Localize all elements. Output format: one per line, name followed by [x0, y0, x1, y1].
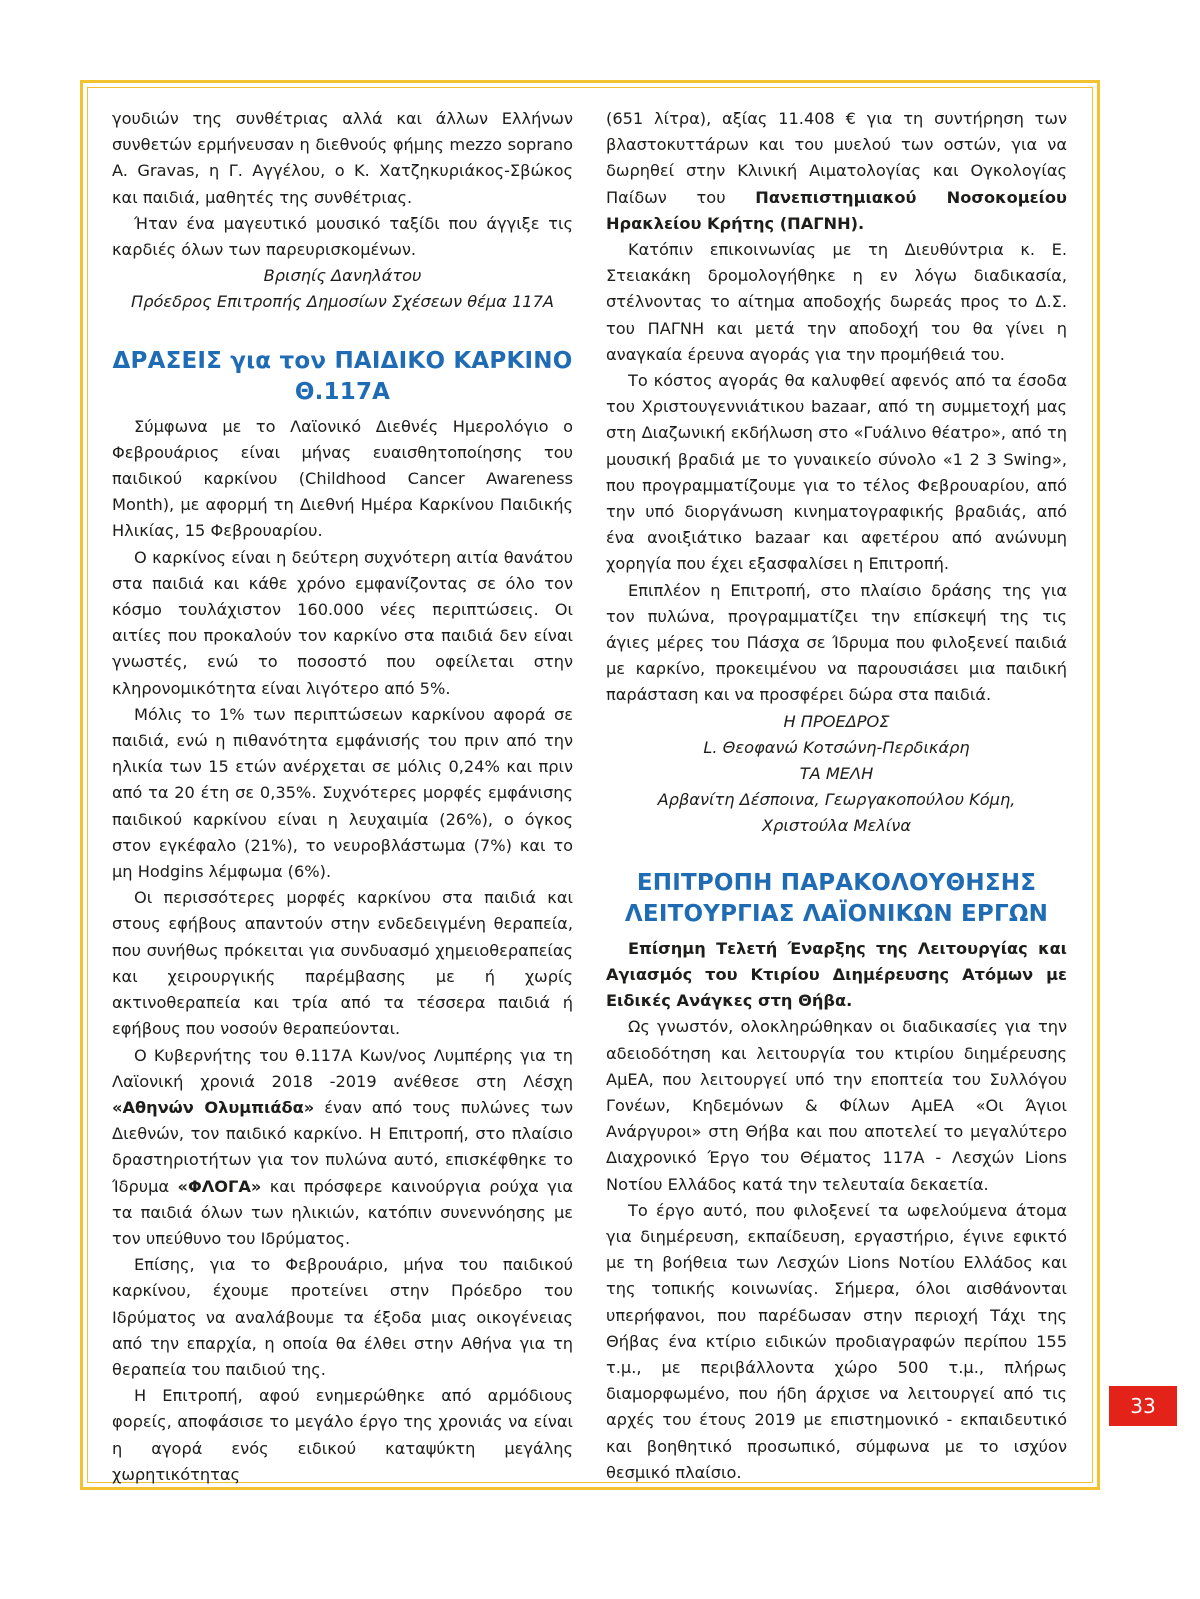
body-paragraph: Ο καρκίνος είναι η δεύτερη συχνότερη αιτία θανάτου στα παιδιά και κάθε χρόνο εμφανίζοντας σε όλο τον κόσμο τουλάχιστον 160.000 νέες περιπτώσεις. Οι αιτίες που προκαλούν τον καρκίνο στα παιδιά δεν είναι γνωστές, ενώ το ποσοστό που οφείλεται στην κληρονομικότητα είναι λιγότερο από 5%.: [112, 547, 573, 698]
club-name: «Αθηνών Ολυμπιάδα»: [112, 1097, 315, 1117]
body-paragraph: Ως γνωστόν, ολοκληρώθηκαν οι διαδικασίες για την αδειοδότηση και λειτουργία του κτιρίου διημέρευσης ΑμΕΑ, που λειτουργεί υπό την εποπτεία του Συλλόγου Γονέων, Κηδεμόνων & Φίλων ΑμΕΑ «Οι Άγιοι Ανάργυροι» στη Θήβα και που αποτελεί το μεγαλύτερο Διαχρονικό Έργο του Θέματος 117Α - Λεσχών Lions Νοτίου Ελλάδος κατά την τελευταία δεκαετία.: [606, 1017, 1067, 1194]
heading-line: Θ.117Α: [294, 378, 391, 405]
text-run: (651 λίτρα), αξίας 11.408 € για τη συντήρηση των βλαστοκυττάρων και του μυελού των οστών, για να δωρηθεί στην Κλινική Αιματολογίας και Ογκολογίας Παίδων του: [606, 109, 1067, 207]
signature-name: L. Θεοφανώ Κοτσώνη-Περδικάρη: [703, 737, 970, 757]
lead-paragraph: Επίσημη Τελετή Έναρξης της Λειτουργίας και Αγιασμός του Κτιρίου Διημέρευσης Ατόμων με Ειδικές Ανάγκες στη Θήβα.: [606, 938, 1067, 1011]
signature-members: Αρβανίτη Δέσποινα, Γεωργακοπούλου Κόμη,: [657, 790, 1016, 810]
intro-paragraph: Ήταν ένα μαγευτικό μουσικό ταξίδι που άγγιξε τις καρδιές όλων των παρευρισκομένων.: [112, 213, 573, 260]
left-column: [112, 106, 573, 1488]
continued-paragraph: [606, 106, 1067, 237]
page-number: 33: [1109, 1386, 1177, 1426]
section-heading-childhood-cancer: [112, 346, 573, 408]
body-paragraph: Επίσης, για το Φεβρουάριο, μήνα του παιδικού καρκίνου, έχουμε προτείνει στην Πρόεδρο του Ιδρύματος να αναλάβουμε τα έξοδα μιας οικογένειας από την επαρχία, η οποία θα έλθει στην Αθήνα για τη θεραπεία του παιδιού της.: [112, 1255, 573, 1379]
body-paragraph: Μόλις το 1% των περιπτώσεων καρκίνου αφορά σε παιδιά, ενώ η πιθανότητα εμφάνισής του πριν από την ηλικία των 15 ετών ανέρχεται σε μόλις 0,24% και πριν από τα 20 έτη σε 0,35%. Συχνότερες μορφές εμφάνισης παιδικού καρκίνου είναι η λευχαιμία (26%), ο όγκος στον εγκέφαλο (21%), το νευροβλάστωμα (7%) και το μη Hodgins λέμφωμα (6%).: [112, 704, 573, 882]
signature-members: Χριστούλα Μελίνα: [762, 816, 911, 836]
text-run: και πρόσφερε καινούργια ρούχα για τα παιδιά όλων των ηλικιών, κατόπιν συνεννόησης με τον υπεύθυνο του Ιδρύματος.: [112, 1176, 573, 1248]
text-run: Ο Κυβερνήτης του θ.117Α Κων/νος Λυμπέρης για τη Λαϊονική χρονιά 2018 -2019 ανέθεσε στη Λέσχη: [112, 1045, 573, 1091]
right-column: [606, 106, 1067, 1486]
body-paragraph: Σύμφωνα με το Λαϊονικό Διεθνές Ημερολόγιο ο Φεβρουάριος είναι μήνας ευαισθητοποίησης του παιδικού καρκίνου (Childhood Cancer Awareness Month), με αφορμή τη Διεθνή Ημέρα Καρκίνου Παιδικής Ηλικίας, 15 Φεβρουαρίου.: [112, 416, 573, 541]
signature-title: Πρόεδρος Επιτροπής Δημοσίων Σχέσεων θέμα 117Α: [131, 292, 554, 312]
body-paragraph: Επιπλέον η Επιτροπή, στο πλαίσιο δράσης της για τον πυλώνα, προγραμματίζει την επίσκεψή της τις άγιες μέρες του Πάσχα σε Ίδρυμα που φιλοξενεί παιδιά με καρκίνο, προκειμένου να παρουσιάσει μια παιδική παράσταση και να προσφέρει δώρα στα παιδιά.: [606, 580, 1067, 705]
text-run: έναν από τους πυλώνες των Διεθνών, τον παιδικό καρκίνο. Η Επιτροπή, στο πλαίσιο δραστηριοτήτων για τον πυλώνα αυτό, επισκέφθηκε το Ίδρυμα: [112, 1097, 574, 1196]
body-paragraph: Οι περισσότερες μορφές καρκίνου στα παιδιά και στους εφήβους απαντούν στην ενδεδειγμένη θεραπεία, που συνήθως πρόκειται για συνδυασμό χημειοθεραπείας και χειρουργικής παρέμβασης με ή χωρίς ακτινοθεραπεία και τρία από τα τέσσερα παιδιά ή εφήβους που νοσούν θεραπεύονται.: [112, 888, 573, 1039]
heading-line: ΕΠΙΤΡΟΠΗ ΠΑΡΑΚΟΛΟΥΘΗΣΗΣ: [636, 869, 1037, 896]
section-heading-monitoring-committee: [606, 868, 1067, 930]
heading-line: ΛΕΙΤΟΥΡΓΙΑΣ ΛΑΪΟΝΙΚΩΝ ΕΡΓΩΝ: [624, 900, 1049, 927]
body-paragraph: Το κόστος αγοράς θα καλυφθεί αφενός από τα έσοδα του Χριστουγεννιάτικου bazaar, από τη συμμετοχή μας στη Διαζωνική εκδήλωση στο «Γυάλινο θέατρο», από τη μουσική βραδιά με το γυναικείο σύνολο «1 2 3 Swing», που προγραμματίζουμε για το τέλος Φεβρουαρίου, από την υπό διοργάνωση κινηματογραφικής βραδιάς, από ένα ανοιξιάτικο bazaar και αφετέρου από ανώνυμη χορηγία που έχει εξασφαλίσει η Επιτροπή.: [606, 371, 1067, 574]
heading-line: ΔΡΑΣΕΙΣ για τον ΠΑΙΔΙΚΟ ΚΑΡΚΙΝΟ: [112, 347, 573, 374]
foundation-name: «ΦΛΟΓΑ»: [177, 1176, 262, 1196]
body-paragraph: Η Επιτροπή, αφού ενημερώθηκε από αρμόδιους φορείς, αποφάσισε το μεγάλο έργο της χρονιάς να είναι η αγορά ενός ειδικού καταψύκτη μεγάλης χωρητικότητας: [112, 1386, 573, 1484]
governor-paragraph: [112, 1043, 573, 1253]
hospital-name: Πανεπιστημιακού Νοσοκομείου Ηρακλείου Κρήτης (ΠΑΓΝΗ).: [606, 187, 1067, 233]
body-paragraph: Το έργο αυτό, που φιλοξενεί τα ωφελούμενα άτομα για διημέρευση, εκπαίδευση, εργαστήριο, έγινε εφικτό με τη βοήθεια των Λεσχών Lions Νοτίου Ελλάδος και της τοπικής κοινωνίας. Σήμερα, όλοι αισθάνονται υπερήφανοι, που παρέδωσαν στην περιοχή Τάχι της Θήβας ένα κτίριο ειδικών προδιαγραφών περίπου 155 τ.μ., με περιβάλλοντα χώρο 500 τ.μ., πλήρως διαμορφωμένο, που ήδη άρχισε να λειτουργεί από τις αρχές του έτους 2019 με επιστημονικό - εκπαιδευτικό και βοηθητικό προσωπικό, σύμφωνα με το ισχύον θεσμικό πλαίσιο.: [606, 1200, 1067, 1482]
signature-role: Η ΠΡΟΕΔΡΟΣ: [783, 711, 890, 731]
intro-paragraph: γουδιών της συνθέτριας αλλά και άλλων Ελλήνων συνθετών ερμήνευσαν η διεθνούς φήμης mezzo soprano A. Gravas, η Γ. Αγγέλου, ο Κ. Χατζηκυριάκος-Σβώκος και παιδιά, μαθητές της συνθέτριας.: [112, 109, 573, 207]
signature-name: Βρισηίς Δανηλάτου: [263, 266, 422, 286]
body-paragraph: Κατόπιν επικοινωνίας με τη Διευθύντρια κ. Ε. Στειακάκη δρομολογήθηκε η εν λόγω διαδικασία, στέλνοντας το αίτημα αποδοχής δωρεάς προς το Δ.Σ. του ΠΑΓΝΗ και μετά την αποδοχή του θα γίνει η αναγκαία έρευνα αγοράς για την προμήθειά του.: [606, 240, 1067, 364]
signature-members-label: ΤΑ ΜΕΛΗ: [799, 764, 874, 784]
